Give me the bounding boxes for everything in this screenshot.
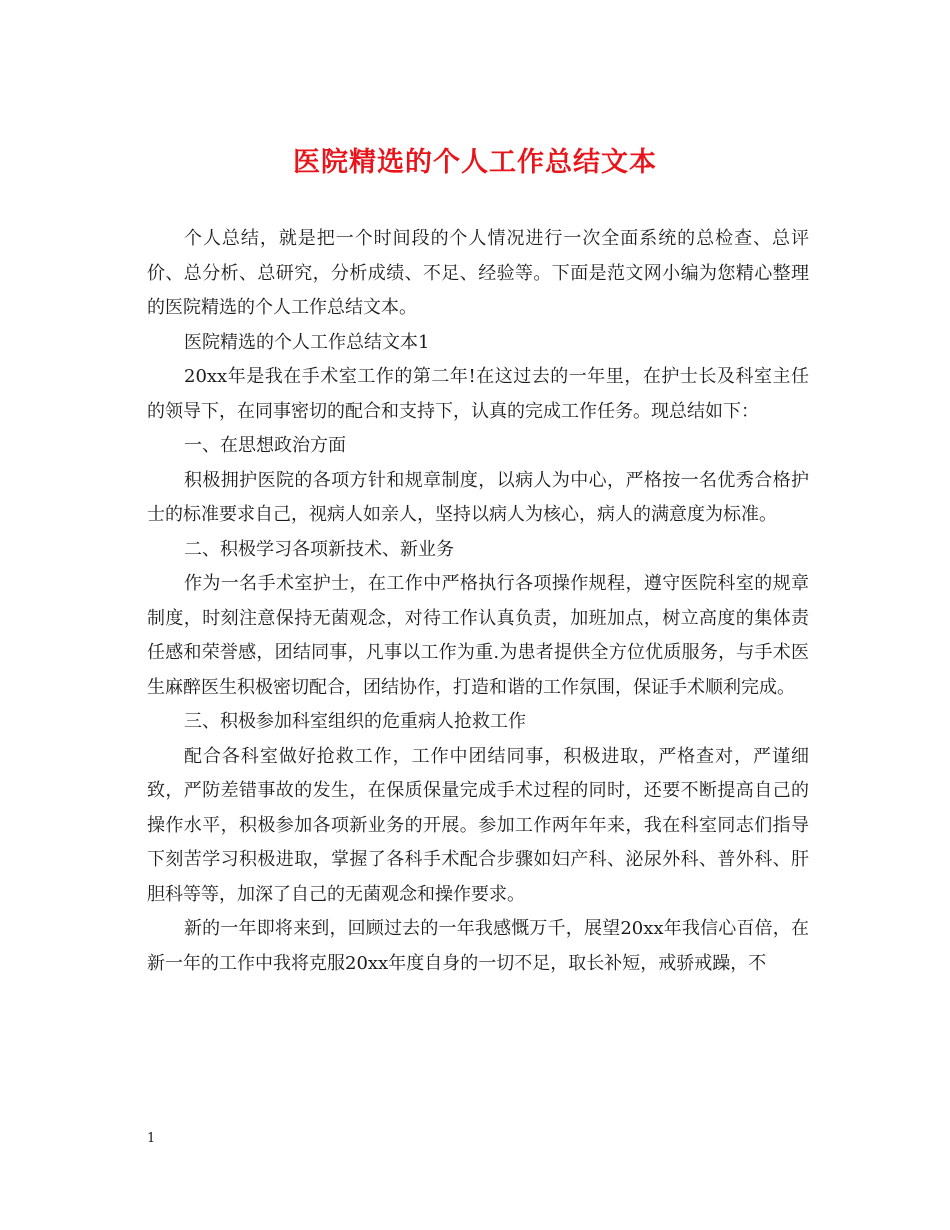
section-heading-rescue: 三、积极参加科室组织的危重病人抢救工作 — [184, 711, 526, 732]
document-title: 医院精选的个人工作总结文本 — [293, 147, 657, 178]
section-heading-summary-1: 医院精选的个人工作总结文本1 — [184, 331, 430, 353]
rescue-paragraph: 配合各科室做好抢救工作，工作中团结同事，积极进取，严格查对，严谨细致，严防差错事故的发生，在保质保量完成手术过程的同时，还要不断提高自己的操作水平，积极参加各项新业务的开展。参加工作两年年来，我在科室同志们指导下刻苦学习积极进取，掌握了各科手术配合步骤如妇产科、泌尿外科、普外科、肝胆科等等，加深了自己的无菌观念和操作要求。 — [147, 745, 809, 905]
section-heading-politics: 一、在思想政治方面 — [184, 435, 346, 456]
outlook-paragraph: 新的一年即将来到，回顾过去的一年我感慨万千，展望20xx年我信心百倍，在新一年的工作中我将克服20xx年度自身的一切不足，取长补短，戒骄戒躁，不 — [147, 918, 809, 974]
intro-paragraph: 个人总结，就是把一个时间段的个人情况进行一次全面系统的总检查、总评价、总分析、总研究，分析成绩、不足、经验等。下面是范文网小编为您精心整理的医院精选的个人工作总结文本。 — [147, 228, 809, 318]
overview-paragraph: 20xx年是我在手术室工作的第二年!在这过去的一年里，在护士长及科室主任的领导下，在同事密切的配合和支持下，认真的完成工作任务。现总结如下： — [147, 366, 809, 422]
page-number: 1 — [147, 1131, 156, 1146]
learning-paragraph: 作为一名手术室护士，在工作中严格执行各项操作规程，遵守医院科室的规章制度，时刻注意保持无菌观念，对待工作认真负责，加班加点，树立高度的集体责任感和荣誉感，团结同事，凡事以工作为重.为患者提供全方位优质服务，与手术医生麻醉医生积极密切配合，团结协作，打造和谐的工作氛围，保证手术顺利完成。 — [147, 573, 809, 698]
politics-paragraph: 积极拥护医院的各项方针和规章制度，以病人为中心，严格按一名优秀合格护士的标准要求自己，视病人如亲人，坚持以病人为核心，病人的满意度为标准。 — [147, 469, 809, 525]
section-heading-learning: 二、积极学习各项新技术、新业务 — [184, 538, 454, 560]
document-body — [147, 222, 809, 981]
